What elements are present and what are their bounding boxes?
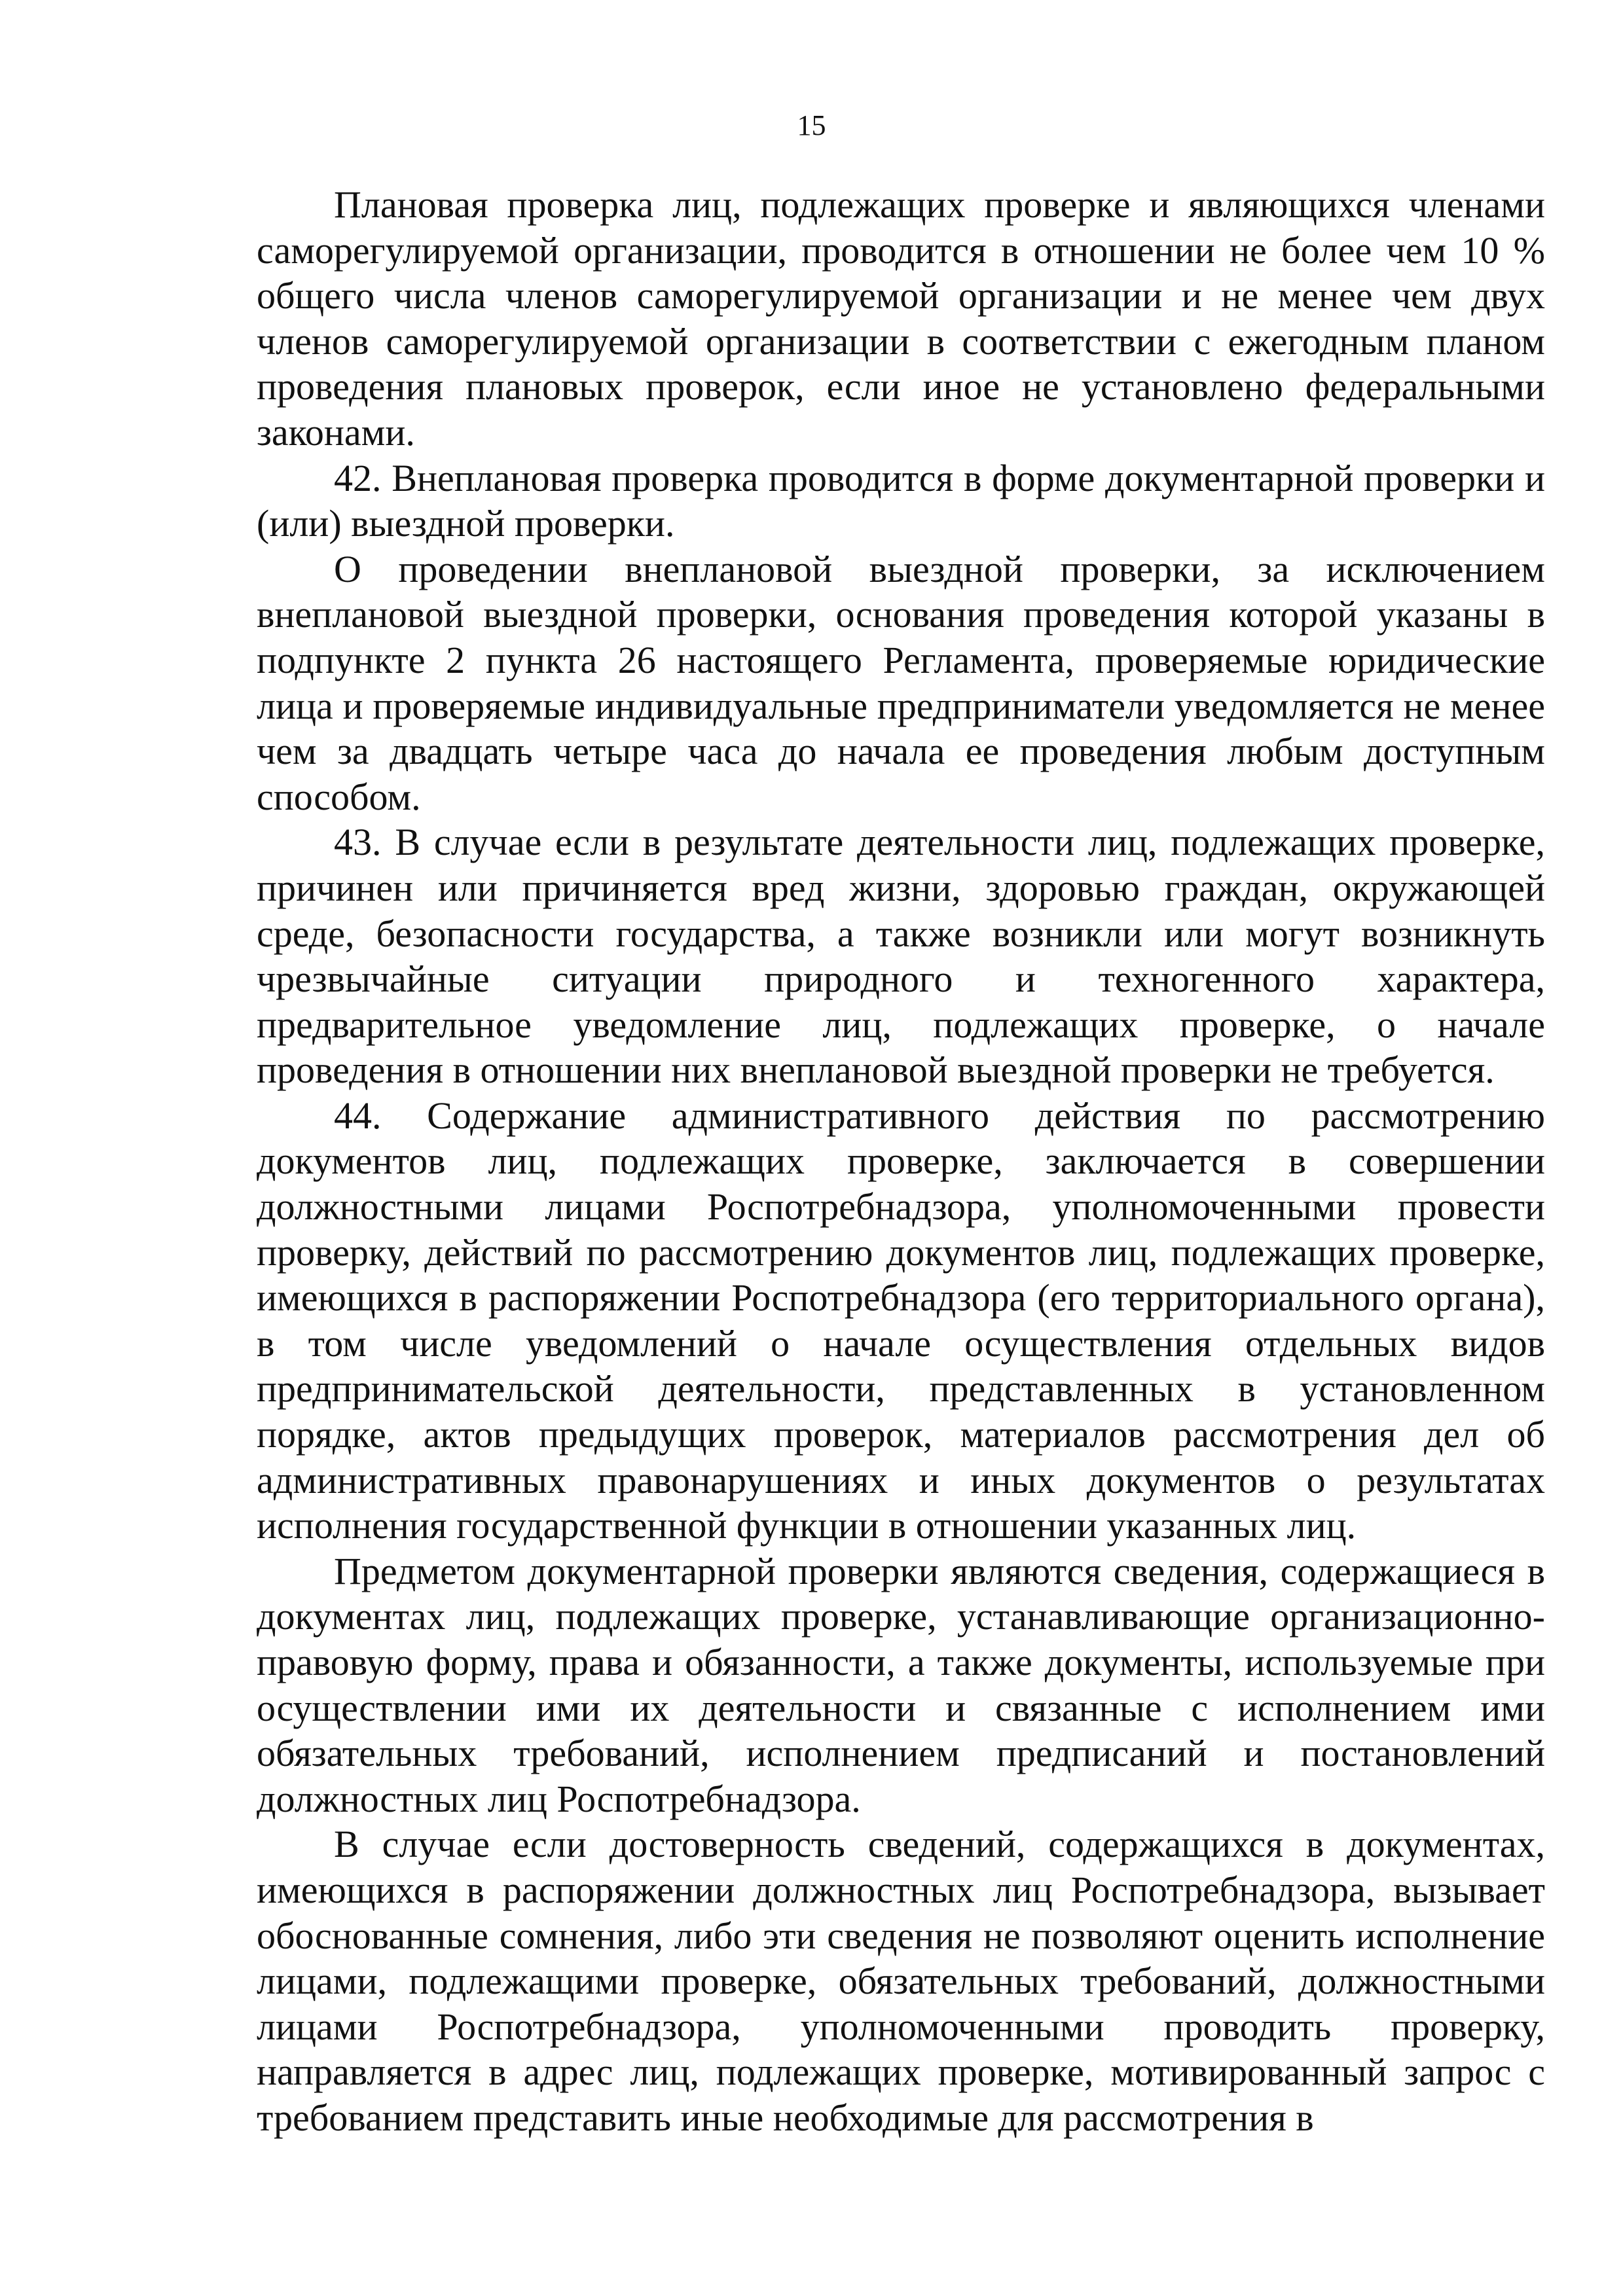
paragraph-43: 43. В случае если в результате деятельности лиц, подлежащих проверке, причинен или причиняется вред жизни, здоровью граждан, окружающей среде, безопасности государства, а также возникли или могут возникнуть чрезвычайные ситуации природного и техногенного характера, предварительное уведомление лиц, подлежащих проверке, о начале проведения в отношении них внеплановой выездной проверки не требуется. (257, 821, 1545, 1092)
paragraph-planned-inspection: Плановая проверка лиц, подлежащих проверке и являющихся членами саморегулируемой организации, проводится в отношении не более чем 10 % общего числа членов саморегулируемой организации и не менее чем двух членов саморегулируемой организации в соответствии с ежегодным планом проведения плановых проверок, если иное не установлено федеральными законами. (257, 183, 1545, 454)
paragraph-subject-of-inspection: Предметом документарной проверки являются сведения, содержащиеся в документах лиц, подлежащих проверке, устанавливающие организационно-правовую форму, права и обязанности, а также документы, используемые при осуществлении ими их деятельности и связанные с исполнением ими обязательных требований, исполнением предписаний и постановлений должностных лиц Роспотребнадзора. (257, 1549, 1545, 1820)
paragraph-42: 42. Внеплановая проверка проводится в форме документарной проверки и (или) выездной проверки. (257, 456, 1545, 545)
body-text (257, 182, 1545, 2141)
paragraph-44: 44. Содержание административного действия по рассмотрению документов лиц, подлежащих проверке, заключается в совершении должностными лицами Роспотребнадзора, уполномоченными провести проверку, действий по рассмотрению документов лиц, подлежащих проверке, имеющихся в распоряжении Роспотребнадзора (его территориального органа), в том числе уведомлений о начале осуществления отдельных видов предпринимательской деятельности, представленных в установленном порядке, актов предыдущих проверок, материалов рассмотрения дел об административных правонарушениях и иных документов о результатах исполнения государственной функции в отношении указанных лиц. (257, 1094, 1545, 1547)
paragraph-reliability-doubts: В случае если достоверность сведений, содержащихся в документах, имеющихся в распоряжении должностных лиц Роспотребнадзора, вызывает обоснованные сомнения, либо эти сведения не позволяют оценить исполнение лицами, подлежащими проверке, обязательных требований, должностными лицами Роспотребнадзора, уполномоченными проводить проверку, направляется в адрес лиц, подлежащих проверке, мотивированный запрос с требованием представить иные необходимые для рассмотрения в (257, 1823, 1545, 2139)
paragraph-notification: О проведении внеплановой выездной проверки, за исключением внеплановой выездной проверки, основания проведения которой указаны в подпункте 2 пункта 26 настоящего Регламента, проверяемые юридические лица и проверяемые индивидуальные предприниматели уведомляется не менее чем за двадцать четыре часа до начала ее проведения любым доступным способом. (257, 547, 1545, 818)
page-number: 15 (797, 109, 826, 141)
